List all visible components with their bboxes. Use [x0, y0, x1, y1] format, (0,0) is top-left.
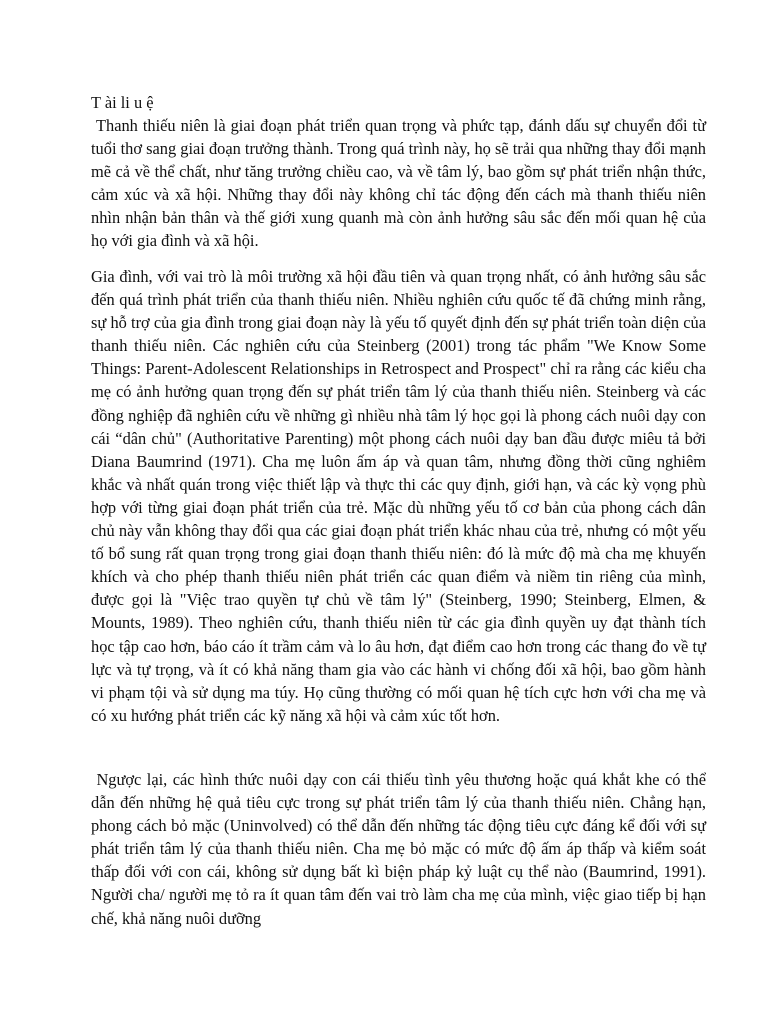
document-heading: T ài li u ệ — [91, 93, 154, 112]
paragraph-negative-parenting: Ngược lại, các hình thức nuôi dạy con cái thiếu tình yêu thương hoặc quá khắt khe có thể dẫn đến những hệ quả tiêu cực trong sự phát triển tâm lý của thanh thiếu niên. Chẳng hạn, phong cách bỏ mặc (Uninvolved) có thể dẫn đến những tác động tiêu cực đáng kể đối với sự phát triển tâm lý của thanh thiếu niên. Cha mẹ bỏ mặc có mức độ ấm áp thấp và kiểm soát thấp đối với con cái, không sử dụng bất kì biện pháp kỷ luật cụ thể nào (Baumrind, 1991). Người cha/ người mẹ tỏ ra ít quan tâm đến vai trò làm cha mẹ của mình, việc giao tiếp bị hạn chế, khả năng nuôi dưỡng — [91, 770, 715, 928]
paragraph-family-role: Gia đình, với vai trò là môi trường xã hội đầu tiên và quan trọng nhất, có ảnh hưởng sâu sắc đến quá trình phát triển của thanh thiếu niên. Nhiều nghiên cứu quốc tế đã chứng minh rằng, sự hỗ trợ của gia đình trong giai đoạn này là yếu tố quyết định đến sự phát triển toàn diện của thanh thiếu niên. Các nghiên cứu của Steinberg (2001) trong tác phẩm "We Know Some Things: Parent-Adolescent Relationships in Retrospect and Prospect" chỉ ra rằng các kiểu cha mẹ có ảnh hưởng quan trọng đến sự phát triển tâm lý của thanh thiếu niên. Steinberg và các đồng nghiệp đã nghiên cứu về những gì nhiều nhà tâm lý học gọi là phong cách nuôi dạy con cái “dân chủ" (Authoritative Parenting) một phong cách nuôi dạy ban đầu được miêu tả bởi Diana Baumrind (1971). Cha mẹ luôn ấm áp và quan tâm, nhưng đồng thời cũng nghiêm khắc và nhất quán trong việc thiết lập và thực thi các quy định, giới hạn, và các kỳ vọng phù hợp với từng giai đoạn phát triển của trẻ. Mặc dù những yếu tố cơ bản của phong cách dân chủ này vẫn không thay đổi qua các giai đoạn phát triển khác nhau của trẻ, nhưng có một yếu tố bổ sung rất quan trọng trong giai đoạn thanh thiếu niên: đó là mức độ mà cha mẹ khuyến khích và cho phép thanh thiếu niên phát triển các quan điểm và niềm tin riêng của mình, được gọi là "Việc trao quyền tự chủ về tâm lý" (Steinberg, 1990; Steinberg, Elmen, & Mounts, 1989). Theo nghiên cứu, thanh thiếu niên từ các gia đình quyền uy đạt thành tích học tập cao hơn, báo cáo ít trầm cảm và lo âu hơn, đạt điểm cao hơn trong các thang đo về tự lực và tự trọng, và ít có khả năng tham gia vào các hành vi chống đối xã hội, bao gồm hành vi phạm tội và sử dụng ma túy. Họ cũng thường có mối quan hệ tích cực hơn với cha mẹ và có xu hướng phát triển các kỹ năng xã hội và cảm xúc tốt hơn. — [91, 267, 711, 725]
paragraph-intro: Thanh thiếu niên là giai đoạn phát triển quan trọng và phức tạp, đánh dấu sự chuyển đổi từ tuổi thơ sang giai đoạn trưởng thành. Trong quá trình này, họ sẽ trải qua những thay đổi mạnh mẽ cả về thể chất, như tăng trưởng chiều cao, và về tâm lý, bao gồm sự phát triển nhận thức, cảm xúc và xã hội. Những thay đổi này không chỉ tác động đến cách mà thanh thiếu niên nhìn nhận bản thân và thế giới xung quanh mà còn ảnh hưởng sâu sắc đến mối quan hệ của họ với gia đình và xã hội. — [91, 116, 711, 251]
